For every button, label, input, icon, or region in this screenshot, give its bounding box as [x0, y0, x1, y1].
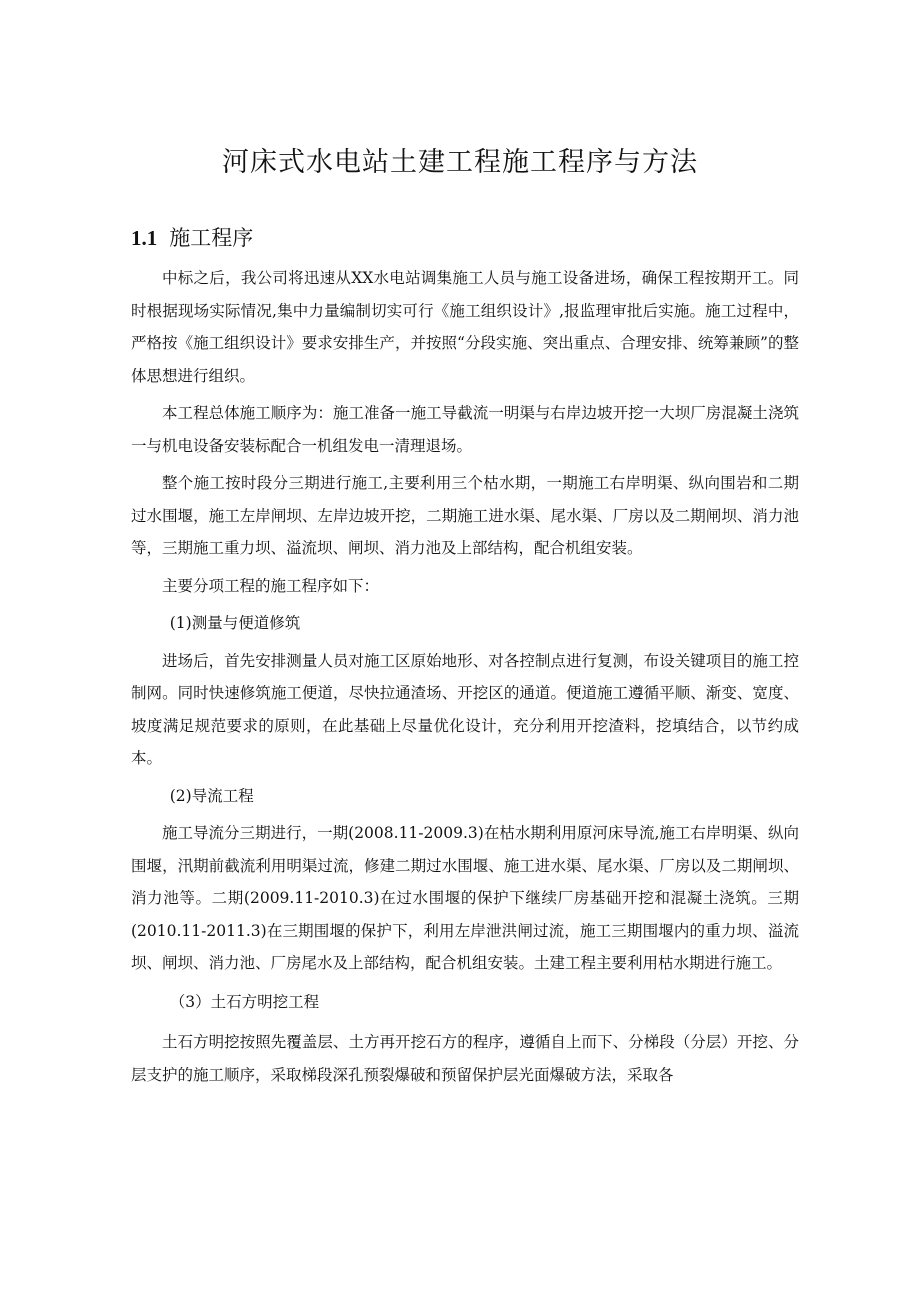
- paragraph: 土石方明挖按照先覆盖层、土方再开挖石方的程序，遵循自上而下、分梯段（分层）开挖、分层支护的施工顺序，采取梯段深孔预裂爆破和预留保护层光面爆破方法，采取各: [131, 1033, 799, 1084]
- subsection-heading: （3）土石方明挖工程: [169, 992, 320, 1011]
- section-number: 1.1: [131, 226, 158, 250]
- paragraph: 进场后，首先安排测量人员对施工区原始地形、对各控制点进行复测，布设关键项目的施工控制网。同时快速修筑施工便道，尽快拉通渣场、开挖区的通道。便道施工遵循平顺、渐变、宽度、坡度满足规范要求的原则，在此基础上尽量优化设计，充分利用开挖渣料，挖填结合，以节约成本。: [131, 651, 799, 767]
- paragraph: 中标之后，我公司将迅速从XX水电站调集施工人员与施工设备进场，确保工程按期开工。同时根据现场实际情况,集中力量编制切实可行《施工组织设计》,报监理审批后实施。施工过程中，严格按《施工组织设计》要求安排生产，并按照“分段实施、突出重点、合理安排、统筹兼顾”的整体思想进行组织。: [131, 269, 799, 385]
- paragraph: 施工导流分三期进行，一期(2008.11-2009.3)在枯水期利用原河床导流,施工右岸明渠、纵向围堰，汛期前截流利用明渠过流，修建二期过水围堰、施工进水渠、尾水渠、厂房以及二期闸坝、消力池等。二期(2009.11-2010.3)在过水围堰的保护下继续厂房基础开挖和混凝土浇筑。三期(2010.11-2011.3)在三期围堰的保护下，利用左岸泄洪闸过流，施工三期围堰内的重力坝、溢流坝、闸坝、消力池、厂房尾水及上部结构，配合机组安装。土建工程主要利用枯水期进行施工。: [131, 824, 799, 972]
- paragraph: 主要分项工程的施工程序如下：: [162, 576, 380, 595]
- document-title: 河床式水电站土建工程施工程序与方法: [222, 147, 698, 178]
- paragraph: 本工程总体施工顺序为：施工准备一施工导截流一明渠与右岸边坡开挖一大坝厂房混凝土浇筑一与机电设备安装标配合一机组发电一清理退场。: [131, 404, 799, 455]
- paragraph: 整个施工按时段分三期进行施工,主要利用三个枯水期，一期施工右岸明渠、纵向围岩和二期过水围堰，施工左岸闸坝、左岸边坡开挖，二期施工进水渠、尾水渠、厂房以及二期闸坝、消力池等，三期施工重力坝、溢流坝、闸坝、消力池及上部结构，配合机组安装。: [131, 474, 799, 557]
- subsection-heading: (2)导流工程: [169, 786, 254, 805]
- subsection-heading: (1)测量与便道修筑: [169, 614, 301, 632]
- body-text: [131, 262, 799, 1096]
- section-heading-text: 施工程序: [169, 226, 254, 250]
- section-heading: [131, 222, 253, 254]
